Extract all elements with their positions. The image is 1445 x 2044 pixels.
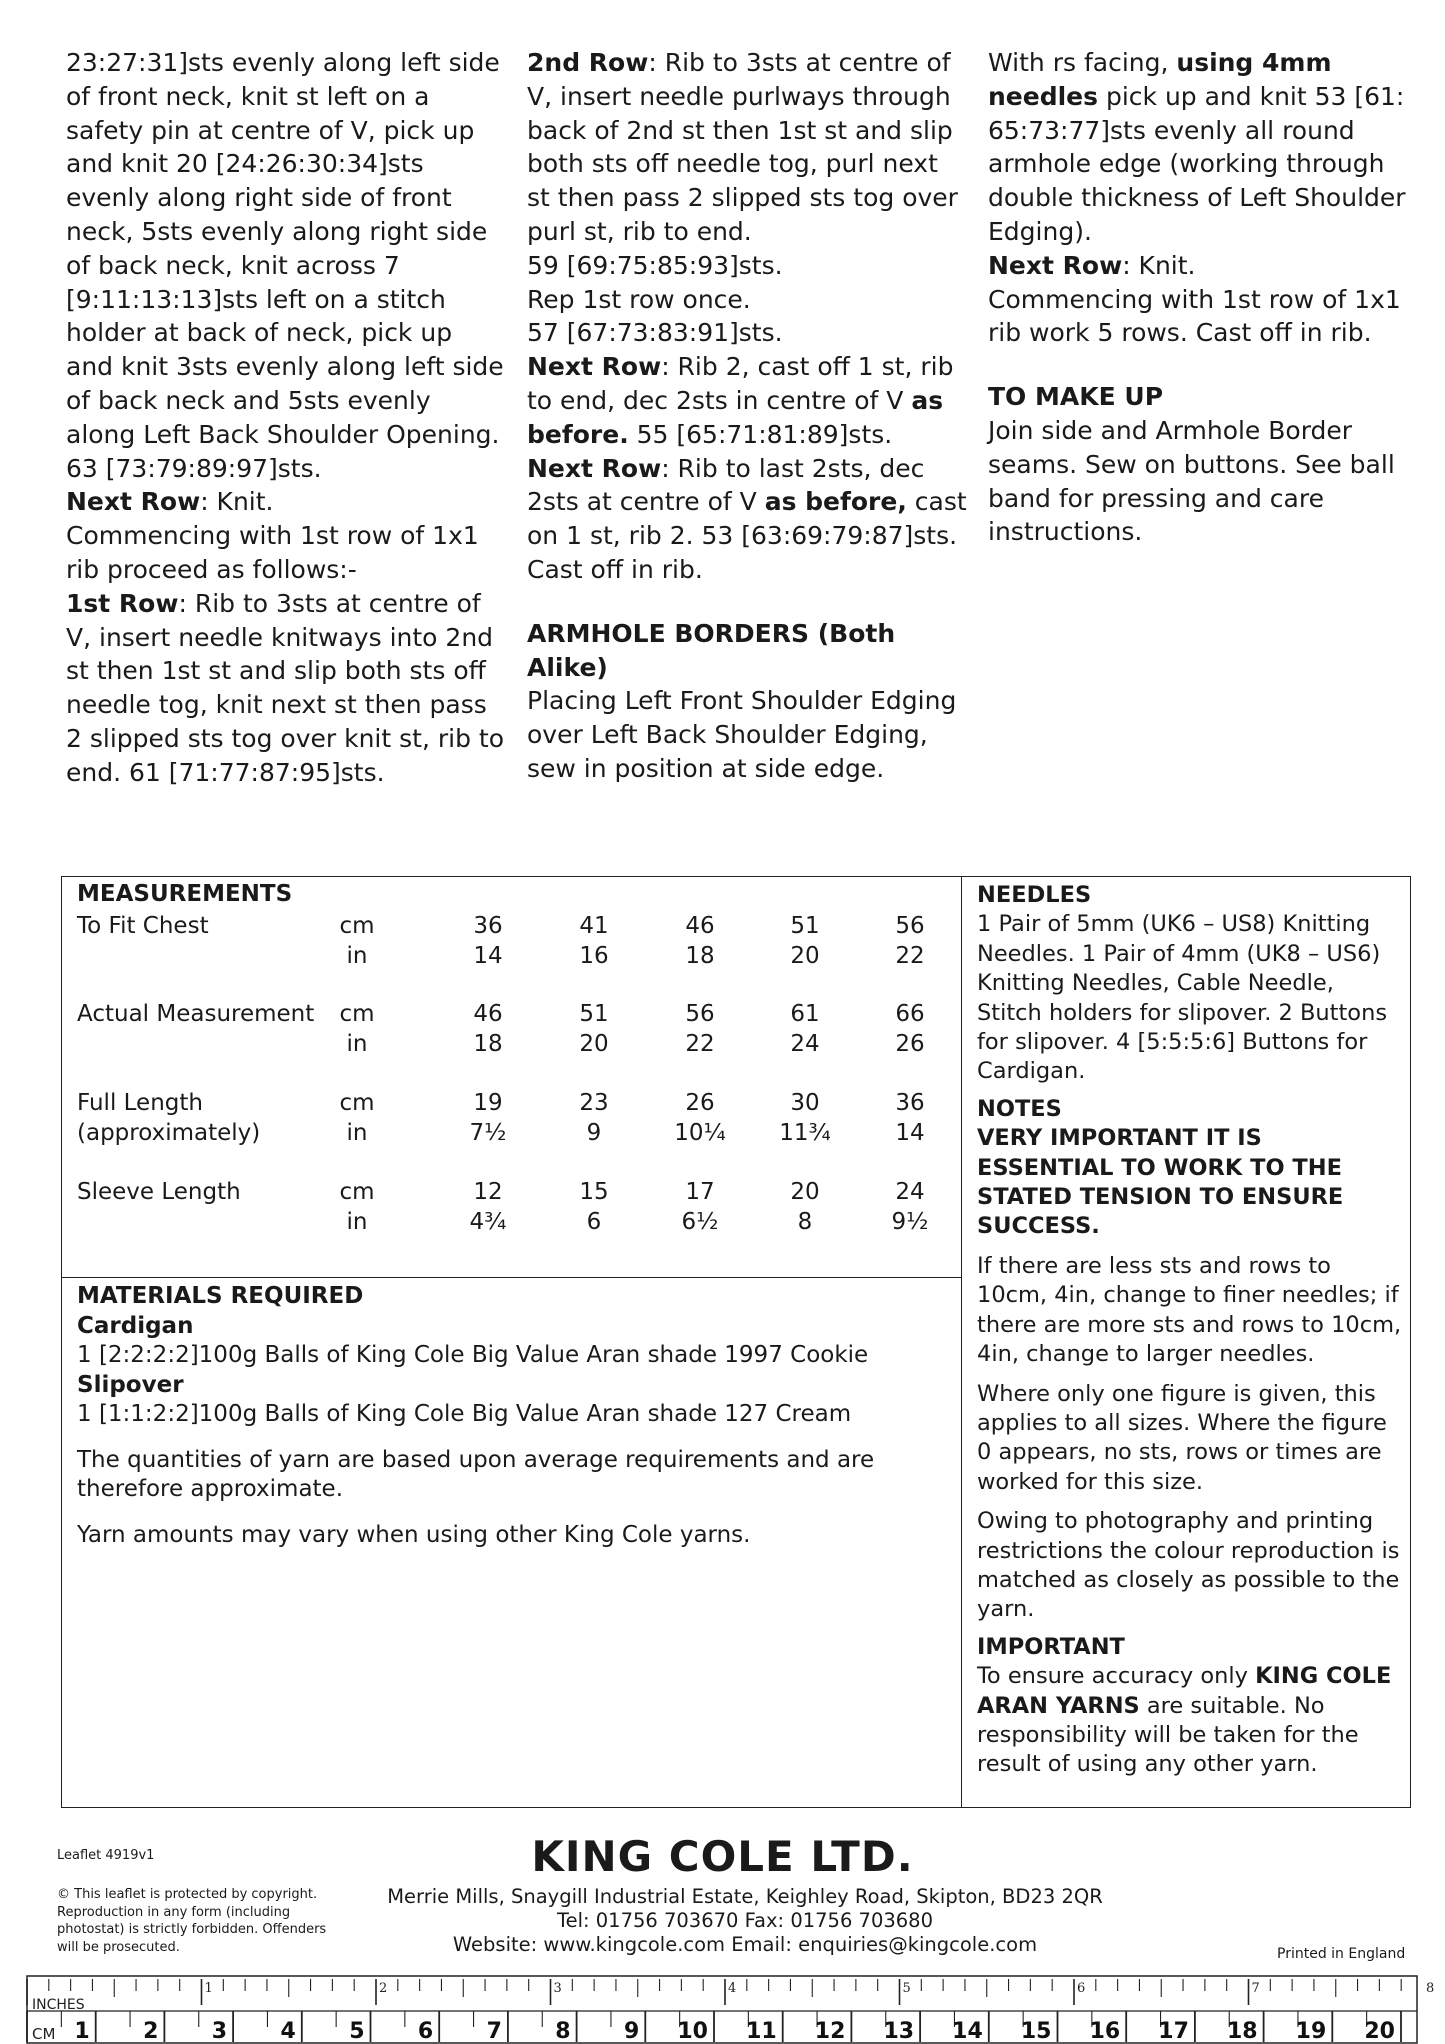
ruler-inches-label: INCHES bbox=[32, 1997, 85, 2013]
instructions-column-3 bbox=[988, 46, 1418, 549]
measurement-value: 19 bbox=[473, 1090, 503, 1116]
cm-number: 3 bbox=[211, 2019, 228, 2044]
leaflet-number: Leaflet 4919v1 bbox=[57, 1848, 155, 1863]
cm-number: 9 bbox=[623, 2019, 640, 2044]
instructions-column-1 bbox=[66, 46, 506, 790]
measurement-value: 46 bbox=[473, 1001, 503, 1027]
measurement-unit: in bbox=[346, 1120, 368, 1146]
measurement-value: 20 bbox=[579, 1031, 609, 1057]
cm-number: 1 bbox=[74, 2019, 90, 2044]
measurement-value: 36 bbox=[895, 1090, 925, 1116]
measurement-unit: in bbox=[346, 1031, 368, 1057]
materials-title: MATERIALS REQUIRED bbox=[77, 1283, 364, 1309]
measurement-value: 51 bbox=[790, 913, 820, 939]
col2-stitch-count-2: 57 [67:73:83:91]sts. bbox=[527, 318, 783, 348]
measurement-value: 66 bbox=[895, 1001, 925, 1027]
make-up-heading: TO MAKE UP bbox=[988, 382, 1164, 412]
measurement-value: 15 bbox=[579, 1179, 609, 1205]
measurement-value: 14 bbox=[473, 943, 503, 969]
notes-title: NOTES bbox=[977, 1095, 1062, 1122]
col3-rib: Commencing with 1st row of 1x1 rib work 5 rows. Cast off in rib. bbox=[988, 284, 1401, 348]
company-address: Merrie Mills, Snaygill Industrial Estate, Keighley Road, Skipton, BD23 2QR bbox=[387, 1885, 1103, 1908]
measurement-value: 9½ bbox=[891, 1209, 929, 1235]
colour-note: Owing to photography and printing restrictions the colour reproduction is matched as closely as possible to the yarn. bbox=[977, 1508, 1400, 1623]
inch-number: 4 bbox=[728, 1981, 737, 1996]
col3-pick-up: With rs facing, using 4mm needles pick up and knit 53 [61: 65:73:77]sts evenly all round armhole edge (working through double thickness of Left Shoulder Edging). bbox=[988, 48, 1406, 246]
measurement-value: 56 bbox=[685, 1001, 715, 1027]
col2-next-row-2: Next Row: Rib to last 2sts, dec 2sts at centre of V as before, cast on 1 st, rib 2. 53 [63:69:79:87]sts. bbox=[527, 453, 967, 551]
armhole-borders-heading: ARMHOLE BORDERS (Both Alike) bbox=[527, 618, 896, 682]
col2-stitch-count-1: 59 [69:75:85:93]sts. bbox=[527, 250, 783, 280]
measurement-label: Actual Measurement bbox=[77, 1001, 315, 1027]
ruler-frame bbox=[27, 1976, 1417, 2043]
cm-number: 12 bbox=[814, 2019, 846, 2044]
cm-number: 7 bbox=[486, 2019, 502, 2044]
cm-number: 14 bbox=[952, 2019, 983, 2044]
ruler-cm-label: CM bbox=[32, 2025, 56, 2043]
measurement-row bbox=[77, 1120, 957, 1150]
inch-number: 1 bbox=[204, 1981, 213, 1996]
measurement-value: 18 bbox=[685, 943, 715, 969]
cm-number: 13 bbox=[883, 2019, 915, 2044]
measurement-row bbox=[77, 943, 957, 973]
inch-number: 5 bbox=[902, 1981, 911, 1996]
info-box bbox=[61, 876, 1411, 1808]
measurement-value: 30 bbox=[790, 1090, 820, 1116]
inch-number: 7 bbox=[1251, 1981, 1260, 1996]
copyright-notice: © This leaflet is protected by copyright. Reproduction in any form (including photostat) is strictly forbidden. Offenders will be prosecuted. bbox=[57, 1887, 327, 1955]
needle-size-note: If there are less sts and rows to 10cm, 4in, change to finer needles; if there are more sts and rows to 10cm, 4in, change to larger needles. bbox=[977, 1252, 1402, 1368]
measurement-label: Sleeve Length bbox=[77, 1179, 241, 1205]
materials-section bbox=[77, 1282, 947, 1550]
company-web: Website: www.kingcole.com Email: enquiries@kingcole.com bbox=[452, 1933, 1038, 1956]
col1-para-3: Commencing with 1st row of 1x1 rib proceed as follows:- bbox=[66, 521, 479, 584]
measurement-unit: cm bbox=[339, 1179, 375, 1205]
cm-number: 5 bbox=[349, 2019, 365, 2044]
measurement-value: 20 bbox=[790, 1179, 820, 1205]
measurement-row bbox=[77, 1179, 957, 1209]
measurement-label: (approximately) bbox=[77, 1120, 261, 1146]
important-text: To ensure accuracy only KING COLE ARAN YARNS are suitable. No responsibility will be taken for the result of using any other yarn. bbox=[977, 1663, 1392, 1778]
inch-number: 8 bbox=[1426, 1981, 1435, 1996]
cm-number: 8 bbox=[555, 2019, 571, 2044]
measurement-unit: cm bbox=[339, 1001, 375, 1027]
needles-notes-section bbox=[977, 881, 1402, 1780]
measurement-value: 56 bbox=[895, 913, 925, 939]
ruler bbox=[26, 1975, 1435, 2044]
col2-armhole-text: Placing Left Front Shoulder Edging over Left Back Shoulder Edging, sew in position at side edge. bbox=[527, 686, 957, 783]
inch-number: 2 bbox=[379, 1981, 388, 1996]
measurement-value: 12 bbox=[473, 1179, 503, 1205]
measurement-value: 22 bbox=[685, 1031, 715, 1057]
measurement-value: 36 bbox=[473, 913, 503, 939]
important-title: IMPORTANT bbox=[977, 1633, 1125, 1660]
measurement-value: 23 bbox=[579, 1090, 609, 1116]
col3-make-up-text: Join side and Armhole Border seams. Sew on buttons. See ball band for pressing and care instructions. bbox=[988, 415, 1395, 547]
col1-para-1: 23:27:31]sts evenly along left side of front neck, knit st left on a safety pin at centre of V, pick up and knit 20 [24:26:30:34]sts evenly along right side of front neck, 5sts evenly along right side of back neck, knit across 7 [9:11:13:13]sts left on a stitch holder at back of neck, pick up and knit 3sts evenly along left side of back neck and 5sts evenly along Left Back Shoulder Opening. 63 [73:79:89:97]sts. bbox=[66, 48, 504, 483]
col1-para-4: 1st Row: Rib to 3sts at centre of V, insert needle knitways into 2nd st then 1st st and slip both sts off needle tog, knit next st then pass 2 slipped sts tog over knit st, rib to end. 61 [71:77:87:95]sts. bbox=[66, 588, 504, 787]
measurement-value: 24 bbox=[895, 1179, 925, 1205]
cardigan-title: Cardigan bbox=[77, 1312, 194, 1339]
cm-number: 18 bbox=[1226, 2019, 1258, 2044]
col2-repeat: Rep 1st row once. bbox=[527, 284, 751, 314]
quantities-note: The quantities of yarn are based upon average requirements and are therefore approximate. bbox=[77, 1446, 875, 1502]
measurement-value: 26 bbox=[685, 1090, 715, 1116]
measurements-title: MEASUREMENTS bbox=[77, 881, 293, 907]
cm-number: 4 bbox=[280, 2019, 296, 2044]
cm-number: 11 bbox=[746, 2019, 777, 2044]
company-name: KING COLE LTD. bbox=[531, 1832, 914, 1881]
measurement-value: 7½ bbox=[469, 1120, 507, 1146]
cm-number: 16 bbox=[1089, 2019, 1121, 2044]
measurement-value: 6 bbox=[586, 1209, 602, 1235]
measurement-unit: in bbox=[346, 1209, 368, 1235]
measurement-unit: in bbox=[346, 943, 368, 969]
box-vertical-divider bbox=[961, 877, 962, 1807]
measurement-unit: cm bbox=[339, 913, 375, 939]
measurement-value: 17 bbox=[685, 1179, 715, 1205]
col1-para-2: Next Row: Knit. bbox=[66, 487, 274, 517]
col3-next-row: Next Row: Knit. bbox=[988, 250, 1196, 280]
measurement-value: 10¼ bbox=[674, 1120, 726, 1146]
measurement-row bbox=[77, 1031, 957, 1061]
cm-number: 20 bbox=[1364, 2019, 1395, 2044]
cardigan-yarn: 1 [2:2:2:2]100g Balls of King Cole Big Value Aran shade 1997 Cookie bbox=[77, 1342, 869, 1368]
slipover-yarn: 1 [1:1:2:2]100g Balls of King Cole Big Value Aran shade 127 Cream bbox=[77, 1401, 852, 1427]
measurement-value: 14 bbox=[895, 1120, 925, 1146]
col2-2nd-row: 2nd Row: Rib to 3sts at centre of V, insert needle purlways through back of 2nd st then 1st st and slip both sts off needle tog, purl next st then pass 2 slipped sts tog over purl st, rib to end. bbox=[527, 48, 958, 246]
measurement-row bbox=[77, 1090, 957, 1120]
measurement-value: 8 bbox=[797, 1209, 813, 1235]
measurement-unit: cm bbox=[339, 1090, 375, 1116]
company-contact bbox=[330, 1885, 1160, 1957]
measurement-value: 16 bbox=[579, 943, 609, 969]
measurement-value: 26 bbox=[895, 1031, 925, 1057]
cm-number: 17 bbox=[1158, 2019, 1189, 2044]
measurement-value: 24 bbox=[790, 1031, 820, 1057]
col2-cast-off: Cast off in rib. bbox=[527, 554, 703, 584]
measurement-value: 46 bbox=[685, 913, 715, 939]
inch-number: 6 bbox=[1077, 1981, 1086, 1996]
measurement-value: 41 bbox=[579, 913, 609, 939]
measurement-row bbox=[77, 913, 957, 943]
measurement-row bbox=[77, 1001, 957, 1031]
measurement-value: 6½ bbox=[681, 1209, 719, 1235]
measurement-value: 22 bbox=[895, 943, 925, 969]
figure-note: Where only one figure is given, this applies to all sizes. Where the figure 0 appears, no sts, rows or times are worked for this size. bbox=[977, 1380, 1387, 1495]
company-phone: Tel: 01756 703670 Fax: 01756 703680 bbox=[556, 1909, 933, 1932]
needles-text: 1 Pair of 5mm (UK6 – US8) Knitting Needles. 1 Pair of 4mm (UK8 – US6) Knitting Needles, Cable Needle, Stitch holders for slipover. 2 Buttons for slipover. 4 [5:5:5:6] Buttons for Cardigan. bbox=[977, 911, 1388, 1085]
cm-number: 6 bbox=[417, 2019, 434, 2044]
inch-number: 3 bbox=[553, 1981, 562, 1996]
box-horizontal-divider bbox=[62, 1277, 961, 1278]
measurement-row bbox=[77, 1209, 957, 1239]
measurement-value: 11¾ bbox=[779, 1120, 831, 1146]
cm-number: 19 bbox=[1295, 2019, 1327, 2044]
cm-number: 10 bbox=[677, 2019, 708, 2044]
col2-next-row-1: Next Row: Rib 2, cast off 1 st, rib to end, dec 2sts in centre of V as before. 55 [65:71:81:89]sts. bbox=[527, 352, 954, 449]
measurement-value: 18 bbox=[473, 1031, 503, 1057]
printed-in: Printed in England bbox=[1277, 1946, 1406, 1962]
slipover-title: Slipover bbox=[77, 1371, 184, 1398]
measurement-label: To Fit Chest bbox=[77, 913, 209, 939]
needles-title: NEEDLES bbox=[977, 882, 1092, 908]
measurement-value: 51 bbox=[579, 1001, 609, 1027]
tension-warning: VERY IMPORTANT IT IS ESSENTIAL TO WORK TO THE STATED TENSION TO ENSURE SUCCESS. bbox=[977, 1125, 1344, 1240]
measurement-value: 4¾ bbox=[469, 1209, 507, 1235]
measurement-value: 9 bbox=[586, 1120, 602, 1146]
measurement-value: 20 bbox=[790, 943, 820, 969]
measurement-value: 61 bbox=[790, 1001, 820, 1027]
cm-number: 2 bbox=[143, 2019, 159, 2044]
instructions-column-2 bbox=[527, 46, 967, 786]
yarn-amount-note: Yarn amounts may vary when using other King Cole yarns. bbox=[77, 1521, 751, 1548]
cm-number: 15 bbox=[1020, 2019, 1052, 2044]
measurement-label: Full Length bbox=[77, 1090, 203, 1116]
